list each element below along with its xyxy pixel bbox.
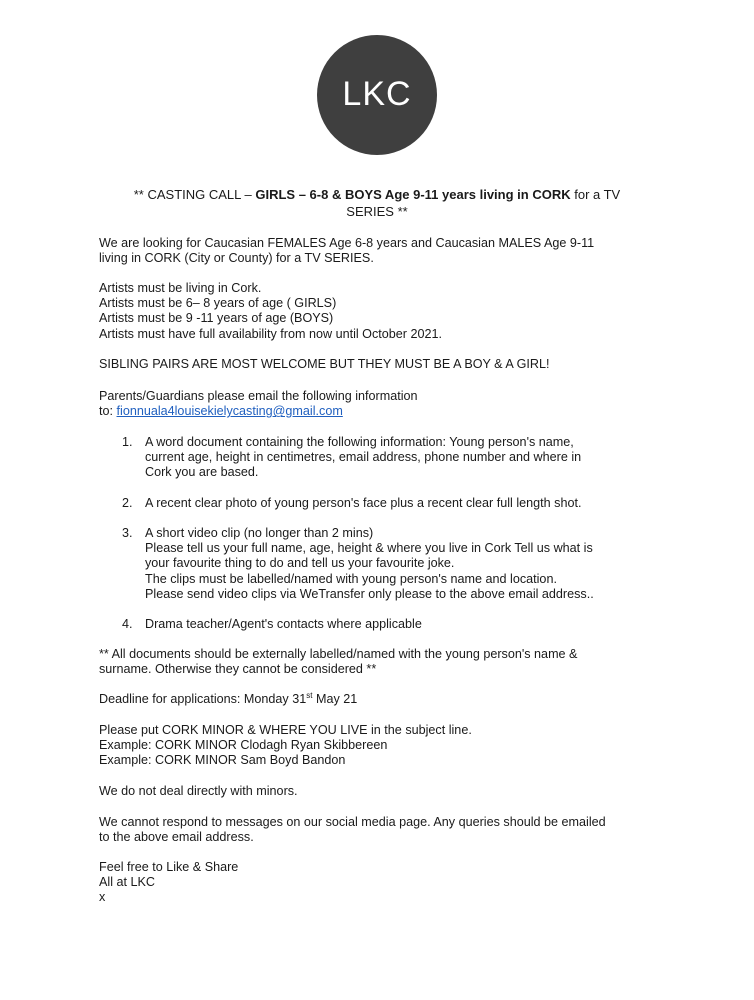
title-suffix: for a TV: [570, 187, 621, 202]
subject-example: Example: CORK MINOR Clodagh Ryan Skibbereen: [99, 738, 388, 753]
list-item-line: Please send video clips via WeTransfer only please to the above email address..: [145, 586, 594, 601]
minors-note: We do not deal directly with minors.: [99, 784, 298, 798]
subject-example: Example: CORK MINOR Sam Boyd Bandon: [99, 753, 346, 768]
title-bold: GIRLS – 6-8 & BOYS Age 9-11 years living in CORK: [255, 187, 571, 202]
list-item: [145, 617, 665, 632]
list-item-line: your favourite thing to do and tell us your favourite joke.: [145, 556, 455, 571]
contact-to-label: to:: [99, 404, 117, 419]
list-number: 3.: [122, 526, 133, 540]
list-item-line: A recent clear photo of young person's face plus a recent clear full length shot.: [145, 496, 582, 510]
list-number: 4.: [122, 617, 133, 631]
requirements-list: [99, 281, 669, 342]
intro-paragraph: [99, 236, 669, 266]
deadline-sup: st: [306, 690, 313, 700]
requirement-item: Artists must be 6– 8 years of age ( GIRLS): [99, 296, 337, 311]
list-item-line: A short video clip (no longer than 2 mins): [145, 526, 374, 540]
requirement-item: Artists must have full availability from now until October 2021.: [99, 326, 442, 341]
subject-line: Please put CORK MINOR & WHERE YOU LIVE in the subject line.: [99, 723, 472, 737]
list-item-line: Cork you are based.: [145, 465, 259, 480]
list-item: [145, 526, 665, 602]
documents-note: [99, 647, 669, 677]
contact-line: Parents/Guardians please email the following information: [99, 389, 418, 403]
social-note-line: to the above email address.: [99, 830, 254, 845]
title-prefix: ** CASTING CALL –: [133, 187, 256, 202]
list-item: [145, 435, 665, 481]
intro-line: living in CORK (City or County) for a TV SERIES.: [99, 251, 374, 266]
signoff-line: x: [99, 890, 106, 905]
documents-note-line: ** All documents should be externally labelled/named with the young person's name &: [99, 647, 578, 661]
list-number: 2.: [122, 496, 133, 510]
social-note-line: We cannot respond to messages on our social media page. Any queries should be emailed: [99, 815, 606, 829]
contact-paragraph: [99, 389, 669, 419]
intro-line: We are looking for Caucasian FEMALES Age 6-8 years and Caucasian MALES Age 9-11: [99, 236, 595, 250]
signoff-line: Feel free to Like & Share: [99, 860, 239, 874]
list-item-line: A word document containing the following information: Young person's name,: [145, 435, 574, 449]
list-number: 1.: [122, 435, 133, 449]
documents-note-line: surname. Otherwise they cannot be considered **: [99, 662, 377, 677]
title-line2: SERIES **: [346, 204, 408, 219]
signoff: [99, 860, 669, 906]
deadline-after: May 21: [312, 692, 358, 706]
lkc-logo: [317, 35, 437, 155]
casting-call-title: [90, 186, 664, 220]
list-item-line: Please tell us your full name, age, height & where you live in Cork Tell us what is: [145, 541, 593, 556]
list-item-line: Drama teacher/Agent's contacts where applicable: [145, 617, 422, 631]
signoff-line: All at LKC: [99, 875, 155, 890]
email-link[interactable]: fionnuala4louisekielycasting@gmail.com: [116, 404, 343, 419]
list-item-line: The clips must be labelled/named with young person's name and location.: [145, 571, 557, 586]
list-item: [145, 496, 665, 511]
deadline: [99, 692, 669, 707]
sibling-note: SIBLING PAIRS ARE MOST WELCOME BUT THEY MUST BE A BOY & A GIRL!: [99, 357, 550, 371]
social-note: [99, 815, 669, 845]
requirement-item: Artists must be 9 -11 years of age (BOYS): [99, 311, 334, 326]
list-item-line: current age, height in centimetres, email address, phone number and where in: [145, 450, 582, 465]
subject-instructions: [99, 723, 669, 769]
logo-text: LKC: [342, 75, 412, 114]
requirement-item: Artists must be living in Cork.: [99, 281, 262, 295]
deadline-text: Deadline for applications: Monday 31: [99, 692, 307, 706]
